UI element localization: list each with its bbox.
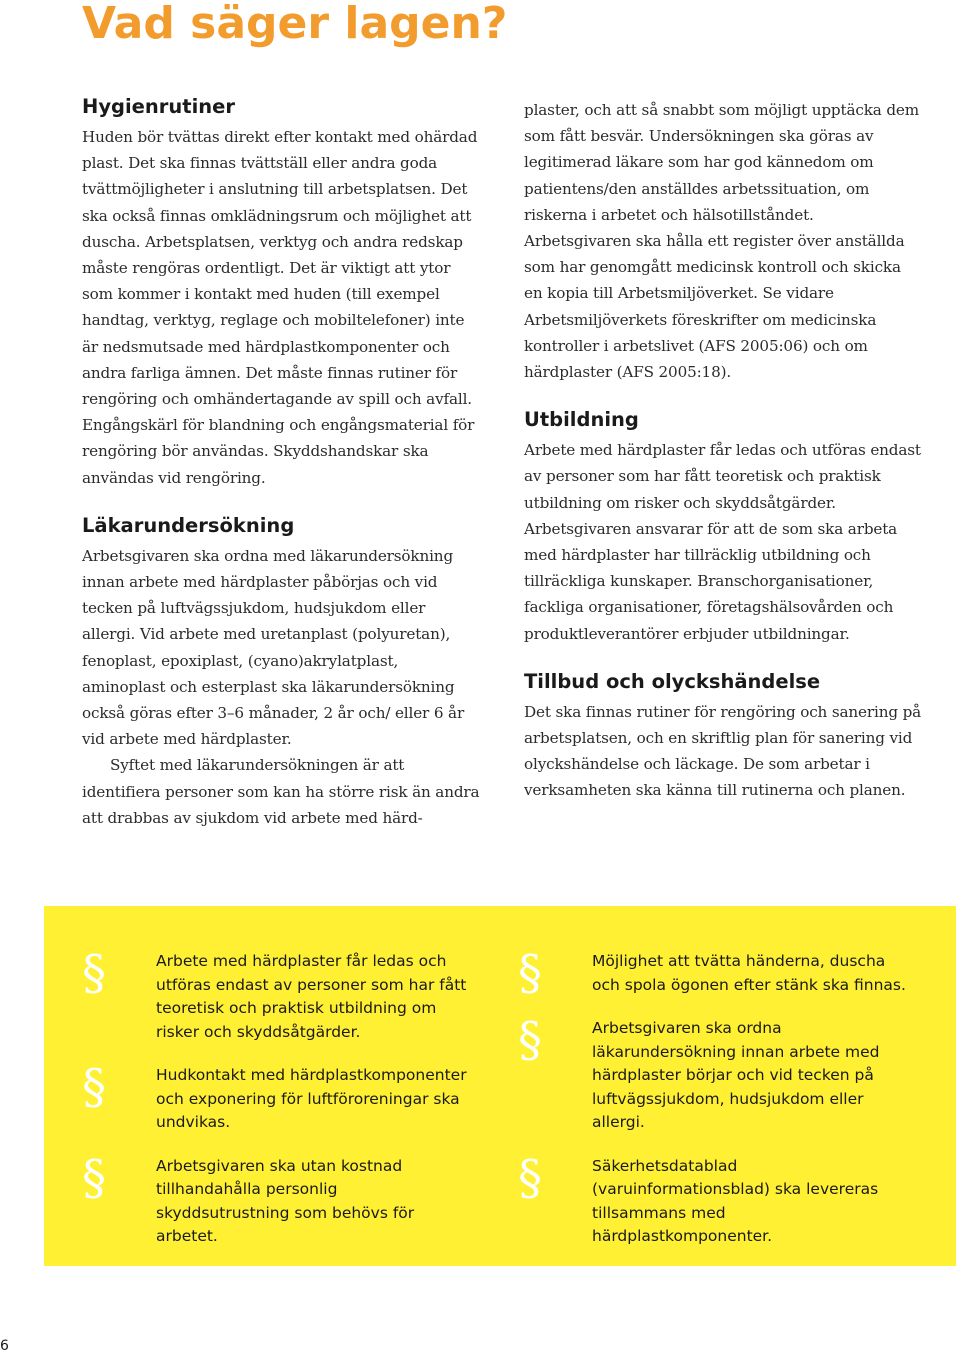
section-heading-hygienrutiner: Hygienrutiner <box>82 95 236 118</box>
section-heading-tillbud: Tillbud och olyckshändelse <box>524 669 821 693</box>
section-hygienrutiner <box>82 92 482 491</box>
section-text-hygienrutiner: Huden bör tvättas direkt efter kontakt med ohärdad plast. Det ska finnas tvättställ eller andra goda tvättmöjligheter i anslutning till arbetsplatsen. Det ska också finnas omklädningsrum och möjlighet att duscha. Arbetsplatsen, verktyg och andra redskap måste rengöras ordentligt. Det är viktigt att ytor som kommer i kontakt med huden (till exempel handtag, verktyg, reglage och mobiltelefoner) inte är nedsmutsade med härdplastkomponenter och andra farliga ämnen. Det måste finnas rutiner för rengöring och omhändertagande av spill och avfall. Engångskärl för blandning och engångsmaterial för rengöring bör användas. Skyddshandskar ska användas vid rengöring. <box>82 128 478 487</box>
section-sign-icon: § <box>82 1149 106 1206</box>
law-item-text: Möjlighet att tvätta händerna, duscha och spola ögonen efter stänk ska finnas. <box>592 952 906 994</box>
page-title: Vad säger lagen? <box>82 0 508 49</box>
law-item <box>82 945 472 1044</box>
section-lakarundersokning <box>82 511 482 831</box>
section-text-lakarundersokning-2: Syftet med läkarundersökningen är att identifiera personer som kan ha större risk än andra att drabbas av sjukdom vid arbete med härd- <box>82 756 480 827</box>
law-item-text: Arbetsgivaren ska ordna läkarundersökning innan arbete med härdplaster börjar och vid tecken på luftvägssjukdom, hudsjukdom eller allergi. <box>592 1019 880 1131</box>
section-sign-icon: § <box>518 945 542 1001</box>
law-item-text: Hudkontakt med härdplastkomponenter och exponering för luftföroreningar ska undvikas. <box>156 1066 467 1131</box>
section-heading-utbildning: Utbildning <box>524 408 639 432</box>
section-heading-lakarundersokning: Läkarundersökning <box>82 513 295 537</box>
law-item <box>82 1149 472 1249</box>
page-number: 6 <box>0 1338 9 1354</box>
left-column <box>82 92 482 851</box>
law-item <box>518 945 908 1001</box>
section-sign-icon: § <box>82 1059 106 1115</box>
law-summary-box <box>44 906 956 1266</box>
section-sign-icon: § <box>82 945 106 1001</box>
law-box-right-column <box>518 945 908 1269</box>
law-item <box>518 1149 908 1249</box>
section-utbildning <box>524 405 924 647</box>
section-lakarundersokning-continued <box>524 97 924 385</box>
law-box-left-column <box>82 945 472 1269</box>
law-item <box>518 1012 908 1135</box>
continued-text: plaster, och att så snabbt som möjligt upptäcka dem som fått besvär. Undersökningen ska göras av legitimerad läkare som har god kännedom om patientens/den anställdes arbetssituation, om riskerna i arbetet och hälsotillståndet. Arbetsgivaren ska hålla ett register över anställda som har genomgått medicinsk kontroll och skicka en kopia till Arbetsmiljöverket. Se vidare Arbetsmiljöverkets föreskrifter om medicinska kontroller i arbetslivet (AFS 2005:06) och om härdplaster (AFS 2005:18). <box>524 101 920 382</box>
section-sign-icon: § <box>518 1149 542 1206</box>
section-tillbud <box>524 667 924 804</box>
section-text-utbildning: Arbete med härdplaster får ledas och utföras endast av personer som har fått teoretisk och praktisk utbildning om risker och skyddsåtgärder. Arbetsgivaren ansvarar för att de som ska arbeta med härdplaster har tillräcklig utbildning och tillräckliga kunskaper. Branschorganisationer, fackliga organisationer, företagshälsovården och produktleverantörer erbjuder utbildningar. <box>524 441 921 643</box>
section-sign-icon: § <box>518 1012 542 1068</box>
section-text-lakarundersokning: Arbetsgivaren ska ordna med läkarundersökning innan arbete med härdplaster påbörjas och vid tecken på luftvägssjukdom, hudsjukdom eller allergi. Vid arbete med uretanplast (polyuretan), fenoplast, epoxiplast, (cyano)akrylatplast, aminoplast och esterplast ska läkarundersökning också göras efter 3–6 månader, 2 år och/ eller 6 år vid arbete med härdplaster. <box>82 546 465 749</box>
section-text-tillbud: Det ska finnas rutiner för rengöring och sanering på arbetsplatsen, och en skriftlig plan för sanering vid olyckshändelse och läckage. De som arbetar i verksamheten ska känna till rutinerna och planen. <box>524 702 922 800</box>
law-item-text: Arbete med härdplaster får ledas och utföras endast av personer som har fått teoretisk och praktisk utbildning om risker och skyddsåtgärder. <box>156 952 467 1041</box>
law-item-text: Arbetsgivaren ska utan kostnad tillhandahålla personlig skyddsutrustning som behövs för arbetet. <box>156 1156 415 1245</box>
law-item <box>82 1059 472 1135</box>
law-item-text: Säkerhetsdatablad (varuinformationsblad) ska levereras tillsammans med härdplastkomponenter. <box>592 1156 879 1245</box>
right-column <box>524 97 924 824</box>
